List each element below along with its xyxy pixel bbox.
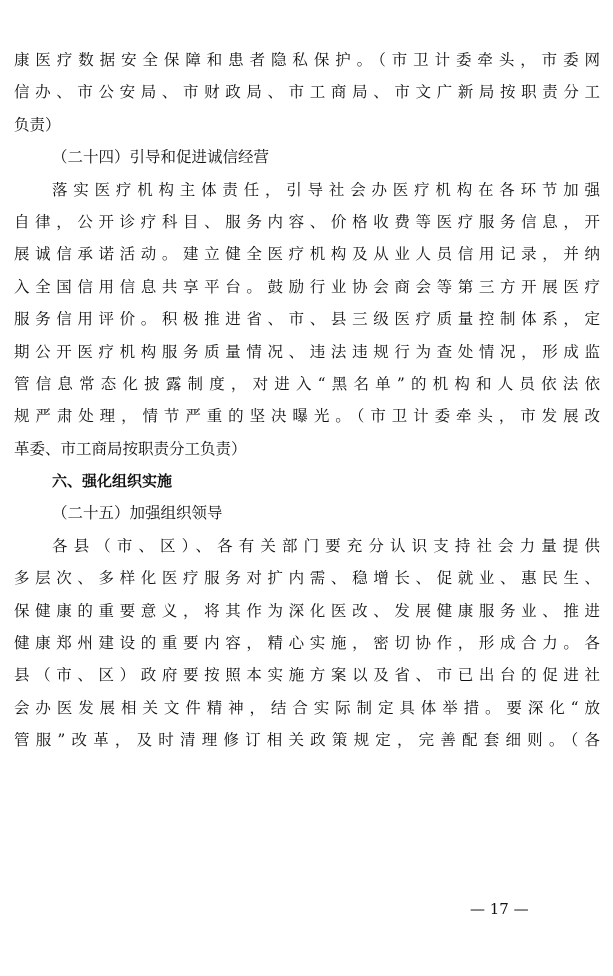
text-line: 康医疗数据安全保障和患者隐私保护。（市卫计委牵头，市委网 [14, 51, 600, 69]
text-line: 负责） [14, 115, 61, 134]
text-line: 各县（市、区）、各有关部门要充分认识支持社会力量提供 [52, 536, 600, 555]
document-body [14, 44, 600, 757]
paragraph-organization [14, 530, 600, 757]
text-line: 管服”改革，及时清理修订相关政策规定，完善配套细则。（各 [14, 731, 600, 750]
text-line: 规严肃处理，情节严重的坚决曝光。（市卫计委牵头，市发展改 [14, 407, 600, 426]
text-line: 会办医发展相关文件精神，结合实际制定具体举措。要深化“放 [14, 698, 600, 717]
text-line: 期公开医疗机构服务质量情况、违法违规行为查处情况，形成监 [14, 342, 600, 361]
text-line: 展诚信承诺活动。建立健全医疗机构及从业人员信用记录，并纳 [14, 245, 600, 264]
page-number: — 17 — [470, 900, 529, 918]
paragraph-integrity [14, 174, 600, 466]
text-line: 管信息常态化披露制度，对进入“黑名单”的机构和人员依法依 [14, 374, 600, 393]
text-line: 健康郑州建设的重要内容，精心实施，密切协作，形成合力。各 [14, 634, 600, 653]
text-line: 入全国信用信息共享平台。鼓励行业协会商会等第三方开展医疗 [14, 277, 600, 296]
paragraph-data-security [14, 44, 600, 141]
section-heading-24: （二十四）引导和促进诚信经营 [52, 148, 270, 167]
text-line: 落实医疗机构主体责任，引导社会办医疗机构在各环节加强 [52, 180, 600, 199]
text-line: 革委、市工商局按职责分工负责） [14, 439, 247, 458]
chapter-heading-6: 六、强化组织实施 [52, 472, 173, 491]
text-line: 服务信用评价。积极推进省、市、县三级医疗质量控制体系，定 [14, 310, 600, 329]
section-heading-25: （二十五）加强组织领导 [52, 504, 223, 523]
text-line: 保健康的重要意义，将其作为深化医改、发展健康服务业、推进 [14, 601, 600, 620]
text-line: 县（市、区）政府要按照本实施方案以及省、市已出台的促进社 [14, 666, 600, 685]
text-line: 信办、市公安局、市财政局、市工商局、市文广新局按职责分工 [14, 83, 600, 102]
text-line: 自律，公开诊疗科目、服务内容、价格收费等医疗服务信息，开 [14, 212, 600, 231]
text-line: 多层次、多样化医疗服务对扩内需、稳增长、促就业、惠民生、 [14, 569, 600, 588]
